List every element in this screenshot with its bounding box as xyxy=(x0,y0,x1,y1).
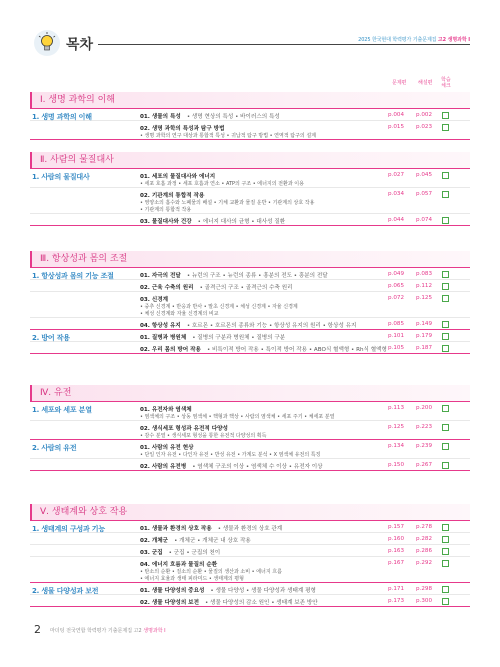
study-checkbox[interactable] xyxy=(442,283,449,290)
unit-title: 1. 생명 과학의 이해 xyxy=(32,113,92,121)
answer-page-link[interactable]: p.023 xyxy=(416,124,433,130)
study-checkbox[interactable] xyxy=(442,586,449,593)
topic-detail: • 군집 • 군집의 천이 xyxy=(168,550,221,556)
answer-page-link[interactable]: p.083 xyxy=(416,271,433,277)
topic-title xyxy=(140,124,225,132)
toc-row[interactable] xyxy=(30,268,470,280)
study-checkbox[interactable] xyxy=(442,271,449,278)
topic-title xyxy=(140,548,220,556)
study-checkbox[interactable] xyxy=(442,295,449,302)
topic-title xyxy=(140,321,356,329)
topic-title xyxy=(140,112,280,120)
topic-subline: • 중추 신경계 • 반응과 반사 • 말초 신경계 • 체성 신경계 • 자율 신경계 xyxy=(140,304,298,310)
question-page-link[interactable]: p.044 xyxy=(388,217,405,223)
topic-name: 01. 사람의 유전 현상 xyxy=(140,445,194,451)
topic-subline: • 체성 신경계와 자율 신경계의 비교 xyxy=(140,311,219,317)
answer-page-link[interactable]: p.300 xyxy=(416,598,433,604)
toc-row[interactable] xyxy=(30,121,470,140)
answer-page-link[interactable]: p.179 xyxy=(416,333,433,339)
question-page-link[interactable]: p.134 xyxy=(388,443,405,449)
study-checkbox[interactable] xyxy=(442,345,449,352)
question-page-link[interactable]: p.125 xyxy=(388,424,405,430)
topic-title xyxy=(140,217,285,225)
toc-row[interactable] xyxy=(30,292,470,318)
answer-page-link[interactable]: p.074 xyxy=(416,217,433,223)
topic-title xyxy=(140,345,387,353)
topic-title xyxy=(140,283,293,291)
answer-page-link[interactable]: p.002 xyxy=(416,112,433,118)
topic-detail: • 뉴런의 구조 • 뉴런의 종류 • 흥분의 전도 • 흥분의 전달 xyxy=(186,273,328,279)
study-checkbox[interactable] xyxy=(442,112,449,119)
study-checkbox[interactable] xyxy=(442,524,449,531)
topic-detail: • 개체군 • 개체군 내 상호 작용 xyxy=(174,538,251,544)
answer-page-link[interactable]: p.298 xyxy=(416,586,433,592)
study-checkbox[interactable] xyxy=(442,443,449,450)
study-checkbox[interactable] xyxy=(442,191,449,198)
topic-detail: • 생물 다양성의 감소 원인 • 생태계 보존 방안 xyxy=(204,600,318,606)
book-subtitle: 2025 한국현대 학력평가 기출문제집 고2 생명과학 Ⅰ xyxy=(358,37,470,43)
column-answer-page: 해설편 xyxy=(418,80,433,86)
toc-row[interactable] xyxy=(30,342,470,354)
answer-page-link[interactable]: p.292 xyxy=(416,560,433,566)
topic-detail: • 호르몬 • 호르몬의 종류와 기능 • 항상성 유지의 원리 • 항상성 유지 xyxy=(186,323,357,329)
answer-page-link[interactable]: p.125 xyxy=(416,295,433,301)
column-study-check: 학습 체크 xyxy=(441,77,451,89)
section-title: Ⅰ. 생명 과학의 이해 xyxy=(30,92,470,108)
topic-detail: • 염색체 구조의 이상 • 염색체 수 이상 • 유전자 이상 xyxy=(192,464,323,470)
question-page-link[interactable]: p.101 xyxy=(388,333,405,339)
topic-name: 03. 군집 xyxy=(140,550,163,556)
question-page-link[interactable]: p.049 xyxy=(388,271,405,277)
question-page-link[interactable]: p.171 xyxy=(388,586,405,592)
answer-page-link[interactable]: p.223 xyxy=(416,424,433,430)
toc-row[interactable] xyxy=(30,545,470,557)
answer-page-link[interactable]: p.278 xyxy=(416,524,433,530)
page-footer xyxy=(34,623,474,637)
topic-name: 01. 생물 다양성의 중요성 xyxy=(140,588,205,594)
topic-subline: • 세포 호흡 과정 • 세포 호흡과 연소 • ATP의 구조 • 에너지의 전환과 이용 xyxy=(140,181,304,187)
topic-title xyxy=(140,271,328,279)
unit-title: 2. 사람의 유전 xyxy=(32,444,77,452)
topic-name: 01. 생물의 특성 xyxy=(140,114,181,120)
study-checkbox[interactable] xyxy=(442,424,449,431)
topic-title xyxy=(140,586,316,594)
study-checkbox[interactable] xyxy=(442,536,449,543)
toc-section xyxy=(30,152,470,226)
topic-name: 02. 생물 다양성의 보전 xyxy=(140,600,199,606)
topic-name: 02. 생식세포 형성과 유전적 다양성 xyxy=(140,426,228,432)
answer-page-link[interactable]: p.187 xyxy=(416,345,433,351)
topic-subline: • 영양소의 흡수와 노폐물의 배설 • 기체 교환과 물질 운반 • 기관계의 상호 작용 xyxy=(140,200,315,206)
topic-subline: • 단일 인자 유전 • 다인자 유전 • 반성 유전 • 가계도 분석 • X 염색체 유전의 특징 xyxy=(140,452,321,458)
study-checkbox[interactable] xyxy=(442,560,449,567)
topic-title xyxy=(140,191,204,199)
toc-row[interactable] xyxy=(30,533,470,545)
answer-page-link[interactable]: p.267 xyxy=(416,462,433,468)
topic-detail: • 생물과 환경의 상호 관계 xyxy=(217,526,283,532)
topic-title xyxy=(140,560,217,568)
header-divider xyxy=(98,44,470,45)
section-title: Ⅲ. 항상성과 몸의 조절 xyxy=(30,251,470,267)
topic-subline: • 탄소의 순환 • 질소의 순환 • 물질의 생산과 소비 • 에너지 흐름 xyxy=(140,569,282,575)
lightbulb-icon xyxy=(34,30,60,56)
toc-section xyxy=(30,92,470,140)
toc-row[interactable] xyxy=(30,583,470,595)
toc-section xyxy=(30,504,470,607)
topic-name: 01. 자극의 전달 xyxy=(140,273,181,279)
question-page-link[interactable]: p.065 xyxy=(388,283,405,289)
section-title: Ⅴ. 생태계와 상호 작용 xyxy=(30,504,470,520)
unit-title: 1. 항상성과 몸의 기능 조절 xyxy=(32,272,114,280)
topic-title xyxy=(140,598,318,606)
section-title: Ⅳ. 유전 xyxy=(30,385,470,401)
study-checkbox[interactable] xyxy=(442,321,449,328)
topic-detail: • 골격근의 구조 • 골격근의 수축 원리 xyxy=(199,285,293,291)
topic-name: 02. 개체군 xyxy=(140,538,169,544)
topic-name: 02. 사람의 유전병 xyxy=(140,464,187,470)
topic-subline: • 감수 분열 • 생식세포 형성을 통한 유전적 다양성의 획득 xyxy=(140,433,267,439)
topic-detail: • 비특이적 방어 작용 • 특이적 방어 작용 • ABO식 혈액형 • Rh식 혈액형 xyxy=(206,347,387,353)
question-page-link[interactable]: p.015 xyxy=(388,124,405,130)
topic-subline: • 염색체의 구조 • 상동 염색체 • 핵형과 핵상 • 사람의 염색체 • 세포 주기 • 체세포 분열 xyxy=(140,414,335,420)
answer-page-link[interactable]: p.282 xyxy=(416,536,433,542)
topic-detail: • 에너지 대사의 균형 • 대사성 질환 xyxy=(197,219,286,225)
footer-text: 마더텅 전국연합 학력평가 기출문제집 고2 생명과학 Ⅰ xyxy=(50,628,166,634)
question-page-link[interactable]: p.085 xyxy=(388,321,405,327)
topic-name: 02. 기관계의 통합적 작용 xyxy=(140,193,205,199)
answer-page-link[interactable]: p.149 xyxy=(416,321,433,327)
question-page-link[interactable]: p.167 xyxy=(388,560,405,566)
topic-detail: • 생명 현상의 특성 • 바이러스의 특성 xyxy=(186,114,280,120)
question-page-link[interactable]: p.034 xyxy=(388,191,405,197)
toc-row[interactable] xyxy=(30,109,470,121)
toc-section xyxy=(30,385,470,471)
study-checkbox[interactable] xyxy=(442,548,449,555)
question-page-link[interactable]: p.157 xyxy=(388,524,405,530)
topic-name: 04. 항상성 유지 xyxy=(140,323,181,329)
toc-row[interactable] xyxy=(30,330,470,342)
toc-row[interactable] xyxy=(30,318,470,330)
question-page-link[interactable]: p.105 xyxy=(388,345,405,351)
toc-section xyxy=(30,251,470,354)
topic-name: 01. 유전자와 염색체 xyxy=(140,407,192,413)
toc-row[interactable] xyxy=(30,280,470,292)
topic-title xyxy=(140,424,228,432)
study-checkbox[interactable] xyxy=(442,333,449,340)
section-title: Ⅱ. 사람의 물질대사 xyxy=(30,152,470,168)
topic-subline: • 에너지 효율과 생태 피라미드 • 생태계의 평형 xyxy=(140,576,244,582)
study-checkbox[interactable] xyxy=(442,124,449,131)
question-page-link[interactable]: p.004 xyxy=(388,112,405,118)
page-title: 목차 xyxy=(66,37,94,53)
question-page-link[interactable]: p.163 xyxy=(388,548,405,554)
topic-title xyxy=(140,172,215,180)
unit-title: 1. 사람의 물질대사 xyxy=(32,173,90,181)
topic-title xyxy=(140,333,285,341)
answer-page-link[interactable]: p.200 xyxy=(416,405,433,411)
unit-title: 1. 세포와 세포 분열 xyxy=(32,406,92,414)
question-page-link[interactable]: p.160 xyxy=(388,536,405,542)
study-checkbox[interactable] xyxy=(442,405,449,412)
question-page-link[interactable]: p.173 xyxy=(388,598,405,604)
topic-name: 01. 세포의 물질대사와 에너지 xyxy=(140,174,216,180)
topic-name: 01. 질병과 병원체 xyxy=(140,335,187,341)
toc-row[interactable] xyxy=(30,521,470,533)
topic-detail: • 생물 다양성 • 생물 다양성과 생태계 평형 xyxy=(210,588,316,594)
question-page-link[interactable]: p.113 xyxy=(388,405,405,411)
answer-page-link[interactable]: p.112 xyxy=(416,283,433,289)
topic-name: 02. 근육 수축의 원리 xyxy=(140,285,194,291)
answer-page-link[interactable]: p.057 xyxy=(416,191,433,197)
topic-name: 03. 신경계 xyxy=(140,297,169,303)
study-checkbox[interactable] xyxy=(442,598,449,605)
toc-row[interactable] xyxy=(30,557,470,583)
topic-title xyxy=(140,462,323,470)
column-question-page: 문제편 xyxy=(392,80,407,86)
topic-name: 04. 에너지 흐름과 물질의 순환 xyxy=(140,562,218,568)
toc-header xyxy=(30,28,470,68)
toc-row[interactable] xyxy=(30,169,470,188)
unit-title: 1. 생태계의 구성과 기능 xyxy=(32,525,105,533)
question-page-link[interactable]: p.072 xyxy=(388,295,405,301)
topic-name: 03. 물질대사와 건강 xyxy=(140,219,192,225)
topic-title xyxy=(140,524,282,532)
toc-row[interactable] xyxy=(30,421,470,440)
topic-detail: • 질병의 구분과 병원체 • 질병의 구분 xyxy=(192,335,286,341)
study-checkbox[interactable] xyxy=(442,217,449,224)
answer-page-link[interactable]: p.286 xyxy=(416,548,433,554)
topic-subline: • 생명 과학의 연구 대상과 통합적 특성 • 귀납적 탐구 방법 • 연역적 탐구의 설계 xyxy=(140,133,317,139)
topic-name: 02. 생명 과학의 특성과 탐구 방법 xyxy=(140,126,225,132)
toc-row[interactable] xyxy=(30,188,470,214)
toc-row[interactable] xyxy=(30,459,470,471)
toc-row[interactable] xyxy=(30,595,470,607)
page-number: 2 xyxy=(34,623,41,636)
topic-title xyxy=(140,536,251,544)
toc-row[interactable] xyxy=(30,440,470,459)
topic-name: 01. 생물과 환경의 상호 작용 xyxy=(140,526,212,532)
toc-row[interactable] xyxy=(30,214,470,226)
answer-page-link[interactable]: p.239 xyxy=(416,443,433,449)
study-checkbox[interactable] xyxy=(442,172,449,179)
topic-title xyxy=(140,295,168,303)
topic-subline: • 기관계의 통합적 작용 xyxy=(140,207,192,213)
topic-title xyxy=(140,443,194,451)
unit-title: 2. 방어 작용 xyxy=(32,334,70,342)
question-page-link[interactable]: p.150 xyxy=(388,462,405,468)
topic-name: 02. 우리 몸의 방어 작용 xyxy=(140,347,201,353)
unit-title: 2. 생물 다양성과 보전 xyxy=(32,587,99,595)
toc-row[interactable] xyxy=(30,402,470,421)
study-checkbox[interactable] xyxy=(442,462,449,469)
question-page-link[interactable]: p.027 xyxy=(388,172,405,178)
topic-title xyxy=(140,405,192,413)
answer-page-link[interactable]: p.045 xyxy=(416,172,433,178)
